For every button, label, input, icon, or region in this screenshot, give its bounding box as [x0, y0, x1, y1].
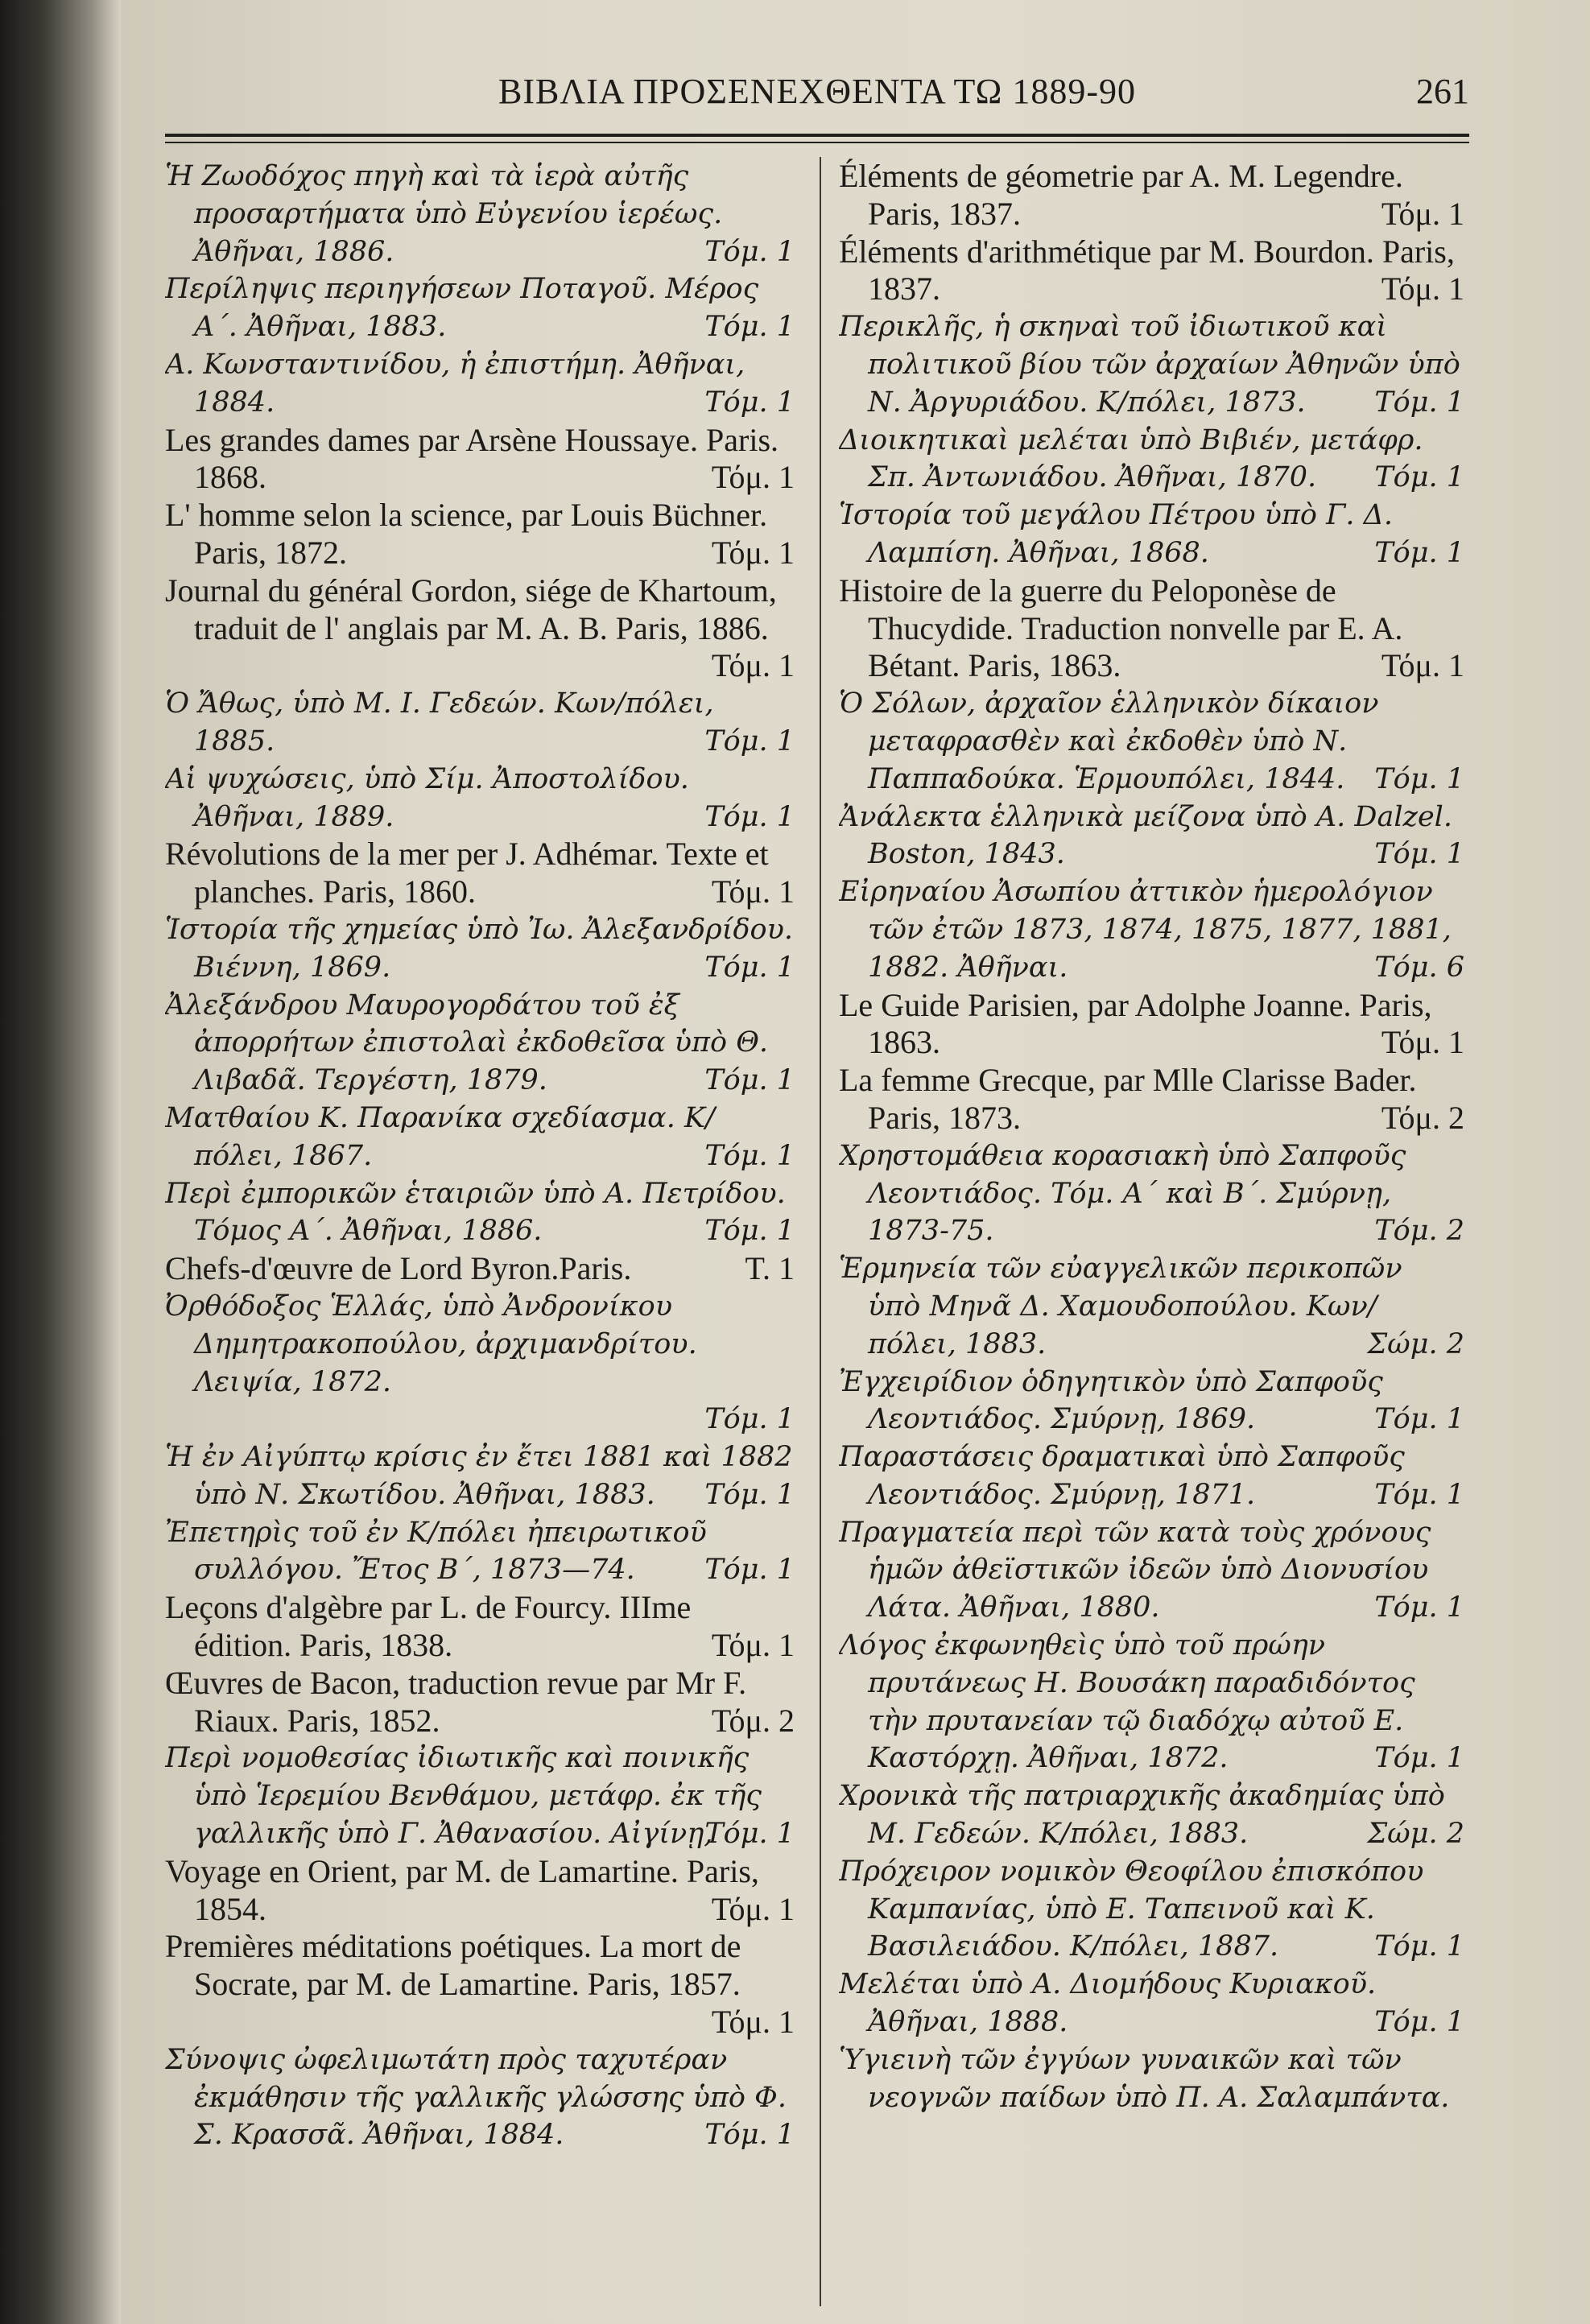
entry-title: Les grandes dames par Arsène Houssaye. Paris. 1868.: [165, 421, 779, 496]
entry-title: Ὁ Σόλων, ἀρχαῖον ἑλληνικὸν δίκαιον μεταφρασθὲν καὶ ἐκδοθὲν ὑπὸ Ν. Παππαδούκα. Ἑρμουπόλει, 1844.: [839, 687, 1379, 795]
entry-title: L' homme selon la science, par Louis Büchner. Paris, 1872.: [165, 497, 768, 571]
entry-volume: Τόμ. 1: [704, 386, 795, 419]
entry-title: Πρόχειρον νομικὸν Θεοφίλου ἐπισκόπου Καμπανίας, ὑπὸ Ε. Ταπεινοῦ καὶ Κ. Βασιλειάδου. Κ/πόλει, 1887.: [839, 1855, 1424, 1963]
page-number: 261: [1416, 72, 1469, 111]
catalogue-entry: [165, 497, 801, 572]
entry-title: Œuvres de Bacon, traduction revue par Mr F. Riaux. Paris, 1852.: [165, 1664, 747, 1739]
entry-title: Ἑρμηνεία τῶν εὐαγγελικῶν περικοπῶν ὑπὸ Μηνᾶ Δ. Χαμουδοπούλου. Κων/πόλει, 1883.: [839, 1253, 1402, 1360]
catalogue-entry: [165, 1100, 801, 1175]
entry-volume: Τόμ. 1: [1374, 1930, 1464, 1963]
entry-title: Περικλῆς, ἡ σκηναὶ τοῦ ἰδιωτικοῦ καὶ πολιτικοῦ βίου τῶν ἀρχαίων Ἀθηνῶν ὑπὸ Ν. Ἀργυριάδου. Κ/πόλει, 1873.: [839, 311, 1460, 419]
catalogue-entry: [839, 1439, 1471, 1514]
catalogue-entry: [165, 1250, 801, 1288]
entry-volume: Τόμ. 1: [711, 534, 795, 571]
entry-title: Περὶ ἐμπορικῶν ἑταιριῶν ὑπὸ Α. Πετρίδου. Τόμος Α΄. Ἀθῆναι, 1886.: [165, 1177, 786, 1248]
catalogue-entry: [839, 1966, 1471, 2041]
catalogue-entry: [839, 1514, 1471, 1627]
entry-volume: Τόμ. 1: [704, 1215, 795, 1248]
entry-title: Ἀλεξάνδρου Μαυρογορδάτου τοῦ ἐξ ἀπορρήτων ἐπιστολαὶ ἐκδοθεῖσα ὑπὸ Θ. Λιβαδᾶ. Τεργέστη, 1879.: [165, 989, 769, 1097]
entry-volume: Τόμ. 1: [711, 2004, 795, 2041]
entry-volume: Τόμ. 1: [704, 724, 795, 757]
catalogue-entry: [165, 572, 801, 685]
catalogue-entry: [839, 572, 1471, 685]
catalogue-entry: [165, 1665, 801, 1740]
catalogue-entry: [165, 836, 801, 911]
entry-title: Χρηστομάθεια κορασιακὴ ὑπὸ Σαπφοῦς Λεοντιάδος. Τόμ. Α΄ καὶ Β΄. Σμύρνῃ, 1873-75.: [839, 1139, 1406, 1248]
page-header: [165, 71, 1469, 127]
entry-volume: Τόμ. 1: [704, 2119, 795, 2152]
catalogue-entry: [165, 158, 801, 270]
catalogue-entry: [165, 1514, 801, 1590]
entry-title: Ἐγχειρίδιον ὁδηγητικὸν ὑπὸ Σαπφοῦς Λεοντιάδος. Σμύρνῃ, 1869.: [839, 1365, 1383, 1436]
catalogue-entry: [839, 799, 1471, 874]
catalogue-entry: [165, 1928, 801, 2041]
entry-volume: Τόμ. 1: [1381, 1024, 1464, 1061]
entry-title: Ἡ Ζωοδόχος πηγὴ καὶ τὰ ἱερὰ αὐτῆς προσαρτήματα ὑπὸ Εὐγενίου ἱερέως. Ἀθῆναι, 1886.: [165, 160, 723, 268]
entry-title: Αἱ ψυχώσεις, ὑπὸ Σίμ. Ἀποστολίδου. Ἀθῆναι, 1889.: [165, 762, 689, 833]
entry-volume: Τόμ. 1: [1381, 647, 1464, 684]
entry-volume: Τόμ. 1: [704, 235, 795, 268]
entry-title: Premières méditations poétiques. La mort de Socrate, par M. de Lamartine. Paris, 1857.: [165, 1928, 741, 2003]
entry-volume: Τόμ. 1: [1381, 270, 1464, 308]
catalogue-entry: [165, 1853, 801, 1929]
header-rule-thick: [165, 134, 1469, 137]
entry-volume: Τόμ. 2: [1381, 1099, 1464, 1136]
catalogue-entry: [165, 685, 801, 761]
catalogue-entry: [165, 987, 801, 1100]
entry-title: Διοικητικαὶ μελέται ὑπὸ Βιβιέν, μετάφρ. Σπ. Ἀντωνιάδου. Ἀθῆναι, 1870.: [839, 423, 1423, 494]
entry-volume: Τόμ. 1: [711, 1627, 795, 1664]
entry-title: Περίληψις περιηγήσεων Ποταγοῦ. Μέρος Α΄. Ἀθῆναι, 1883.: [165, 273, 759, 344]
entry-title: Μελέται ὑπὸ Α. Διομήδους Κυριακοῦ. Ἀθῆναι, 1888.: [839, 1968, 1377, 2039]
catalogue-entry: [839, 1137, 1471, 1250]
entry-title: Ὑγιεινὴ τῶν ἐγγύων γυναικῶν καὶ τῶν νεογνῶν παίδων ὑπὸ Π. Α. Σαλαμπάντα.: [839, 2043, 1450, 2114]
entry-volume: Τόμ. 2: [711, 1702, 795, 1739]
entry-title: Ἱστορία τοῦ μεγάλου Πέτρου ὑπὸ Γ. Δ. Λαμπίση. Ἀθῆναι, 1868.: [839, 499, 1394, 569]
entry-volume: Τόμ. 1: [1374, 386, 1464, 419]
catalogue-entry: [165, 270, 801, 346]
entry-volume: Σώμ. 2: [1367, 1818, 1464, 1851]
catalogue-entry: [165, 422, 801, 497]
entry-volume: T. 1: [745, 1250, 795, 1287]
entry-volume: Τόμ. 6: [1374, 951, 1464, 984]
entry-title: Éléments d'arithmétique par M. Bourdon. Paris, 1837.: [839, 233, 1455, 308]
catalogue-entry: [839, 1364, 1471, 1439]
entry-title: Chefs-d'œuvre de Lord Byron.Paris.: [165, 1250, 632, 1287]
catalogue-entry: [839, 685, 1471, 798]
entry-volume: Τόμ. 1: [704, 1403, 795, 1436]
catalogue-entry: [165, 761, 801, 836]
entry-title: Voyage en Orient, par M. de Lamartine. Paris, 1854.: [165, 1852, 759, 1927]
entry-title: Ὁ Ἄθως, ὑπὸ Μ. Ι. Γεδεών. Κων/πόλει, 1885.: [165, 687, 714, 757]
catalogue-entry: [839, 1062, 1471, 1137]
entry-title: Ἀνάλεκτα ἑλληνικὰ μείζονα ὑπὸ Α. Dalzel. Boston, 1843.: [839, 800, 1452, 871]
catalogue-entry: [165, 1439, 801, 1514]
catalogue-entry: [839, 158, 1471, 233]
entry-volume: Τόμ. 1: [711, 459, 795, 496]
entry-title: Λόγος ἐκφωνηθεὶς ὑπὸ τοῦ πρώην πρυτάνεως Η. Βουσάκη παραδιδόντος τὴν πρυτανείαν τῷ διαδόχῳ αὐτοῦ Ε. Καστόρχῃ. Ἀθῆναι, 1872.: [839, 1629, 1415, 1775]
entry-title: Περὶ νομοθεσίας ἰδιωτικῆς καὶ ποινικῆς ὑπὸ Ἱερεμίου Βενθάμου, μετάφρ. ἐκ τῆς γαλλικῆς ὑπὸ Γ. Ἀθανασίου. Αἰγίνῃ,: [165, 1742, 762, 1851]
catalogue-entry: [839, 2041, 1471, 2117]
entry-title: Ὀρθόδοξος Ἑλλάς, ὑπὸ Ἀνδρονίκου Δημητρακοπούλου, ἀρχιμανδρίτου. Λειψία, 1872.: [165, 1290, 697, 1398]
entry-title: Ματθαίου Κ. Παρανίκα σχεδίασμα. Κ/πόλει, 1867.: [165, 1101, 715, 1172]
catalogue-entry: [839, 422, 1471, 497]
entry-volume: Τόμ. 1: [704, 1818, 795, 1851]
entry-volume: Τόμ. 1: [1374, 536, 1464, 569]
entry-title: Σύνοψις ὠφελιμωτάτη πρὸς ταχυτέραν ἐκμάθησιν τῆς γαλλικῆς γλώσσης ὑπὸ Φ. Σ. Κρασσᾶ. Ἀθῆναι, 1884.: [165, 2043, 787, 2152]
entry-volume: Τόμ. 1: [1381, 195, 1464, 232]
entry-volume: Τόμ. 1: [1374, 1742, 1464, 1775]
catalogue-entry: [165, 2041, 801, 2154]
book-binding-shadow: [0, 0, 121, 2324]
entry-title: Παραστάσεις δραματικαὶ ὑπὸ Σαπφοῦς Λεοντιάδος. Σμύρνῃ, 1871.: [839, 1441, 1405, 1511]
entry-title: Journal du général Gordon, siége de Khartoum, traduit de l' anglais par M. A. B. Paris, 1886.: [165, 572, 777, 646]
entry-title: Α. Κωνσταντινίδου, ἡ ἐπιστήμη. Ἀθῆναι, 1884.: [165, 348, 745, 419]
left-column: [165, 158, 801, 2154]
catalogue-entry: [165, 1589, 801, 1665]
right-column: [839, 158, 1471, 2116]
header-rule-thin: [165, 142, 1469, 143]
entry-volume: Τόμ. 1: [704, 1064, 795, 1097]
entry-volume: Τόμ. 1: [711, 873, 795, 910]
catalogue-entry: [839, 873, 1471, 986]
entry-volume: Τόμ. 1: [711, 1890, 795, 1927]
entry-volume: Τόμ. 1: [704, 951, 795, 984]
catalogue-entry: [165, 911, 801, 987]
entry-volume: Τόμ. 1: [704, 800, 795, 833]
entry-title: Πραγματεία περὶ τῶν κατὰ τοὺς χρόνους ἡμῶν ἀθεϊστικῶν ἰδεῶν ὑπὸ Διονυσίου Λάτα. Ἀθῆναι, 1880.: [839, 1516, 1431, 1624]
catalogue-entry: [165, 1288, 801, 1439]
catalogue-entry: [165, 346, 801, 422]
entry-title: Ἐπετηρὶς τοῦ ἐν Κ/πόλει ἠπειρωτικοῦ συλλόγου. Ἔτος Β΄, 1873—74.: [165, 1516, 707, 1587]
entry-volume: Τόμ. 1: [1374, 1403, 1464, 1436]
catalogue-entry: [839, 1627, 1471, 1777]
entry-volume: Τόμ. 1: [704, 1554, 795, 1587]
catalogue-entry: [839, 1250, 1471, 1363]
entry-title: Εἰρηναίου Ἀσωπίου ἀττικὸν ἡμερολόγιον τῶν ἐτῶν 1873, 1874, 1875, 1877, 1881, 1882. Ἀθῆναι.: [839, 876, 1452, 984]
entry-title: Révolutions de la mer per J. Adhémar. Texte et planches. Paris, 1860.: [165, 836, 769, 910]
entry-volume: Τόμ. 1: [704, 1139, 795, 1172]
running-title: ΒΙΒΛΙΑ ΠΡΟΣΕΝΕΧΘΕΝΤΑ ΤΩ 1889-90: [498, 72, 1136, 111]
column-divider: [820, 157, 821, 2306]
entry-volume: Τόμ. 1: [1374, 838, 1464, 871]
catalogue-entry: [839, 233, 1471, 309]
entry-title: Leçons d'algèbre par L. de Fourcy. IIIme édition. Paris, 1838.: [165, 1589, 692, 1664]
catalogue-entry: [839, 1853, 1471, 1966]
catalogue-entry: [839, 987, 1471, 1063]
catalogue-entry: [839, 1777, 1471, 1853]
entry-volume: Τόμ. 1: [1374, 461, 1464, 494]
entry-volume: Τόμ. 1: [1374, 2006, 1464, 2039]
entry-volume: Τόμ. 2: [1374, 1215, 1464, 1248]
catalogue-entry: [839, 308, 1471, 421]
entry-volume: Σώμ. 2: [1367, 1327, 1464, 1360]
entry-volume: Τόμ. 1: [704, 311, 795, 344]
entry-title: Histoire de la guerre du Peloponèse de Thucydide. Traduction nonvelle par E. A. Bétant. Paris, 1863.: [839, 572, 1403, 684]
entry-title: Ἡ ἐν Αἰγύπτῳ κρίσις ἐν ἔτει 1881 καὶ 1882 ὑπὸ Ν. Σκωτίδου. Ἀθῆναι, 1883.: [165, 1441, 793, 1511]
entry-title: Éléments de géometrie par A. M. Legendre. Paris, 1837.: [839, 158, 1403, 232]
entry-volume: Τόμ. 1: [1374, 1478, 1464, 1511]
catalogue-entry: [165, 1740, 801, 1852]
entry-title: Χρονικὰ τῆς πατριαρχικῆς ἀκαδημίας ὑπὸ Μ. Γεδεών. Κ/πόλει, 1883.: [839, 1780, 1445, 1851]
entry-title: Ἱστορία τῆς χημείας ὑπὸ Ἰω. Ἀλεξανδρίδου. Βιέννη, 1869.: [165, 913, 794, 984]
entry-title: Le Guide Parisien, par Adolphe Joanne. Paris, 1863.: [839, 986, 1432, 1061]
entry-volume: Τόμ. 1: [704, 1478, 795, 1511]
entry-volume: Τόμ. 1: [711, 647, 795, 684]
entry-volume: Τόμ. 1: [1374, 1591, 1464, 1624]
catalogue-entry: [165, 1175, 801, 1251]
entry-title: La femme Grecque, par Mlle Clarisse Bader. Paris, 1873.: [839, 1062, 1417, 1136]
entry-volume: Τόμ. 1: [1374, 762, 1464, 795]
catalogue-entry: [839, 497, 1471, 572]
